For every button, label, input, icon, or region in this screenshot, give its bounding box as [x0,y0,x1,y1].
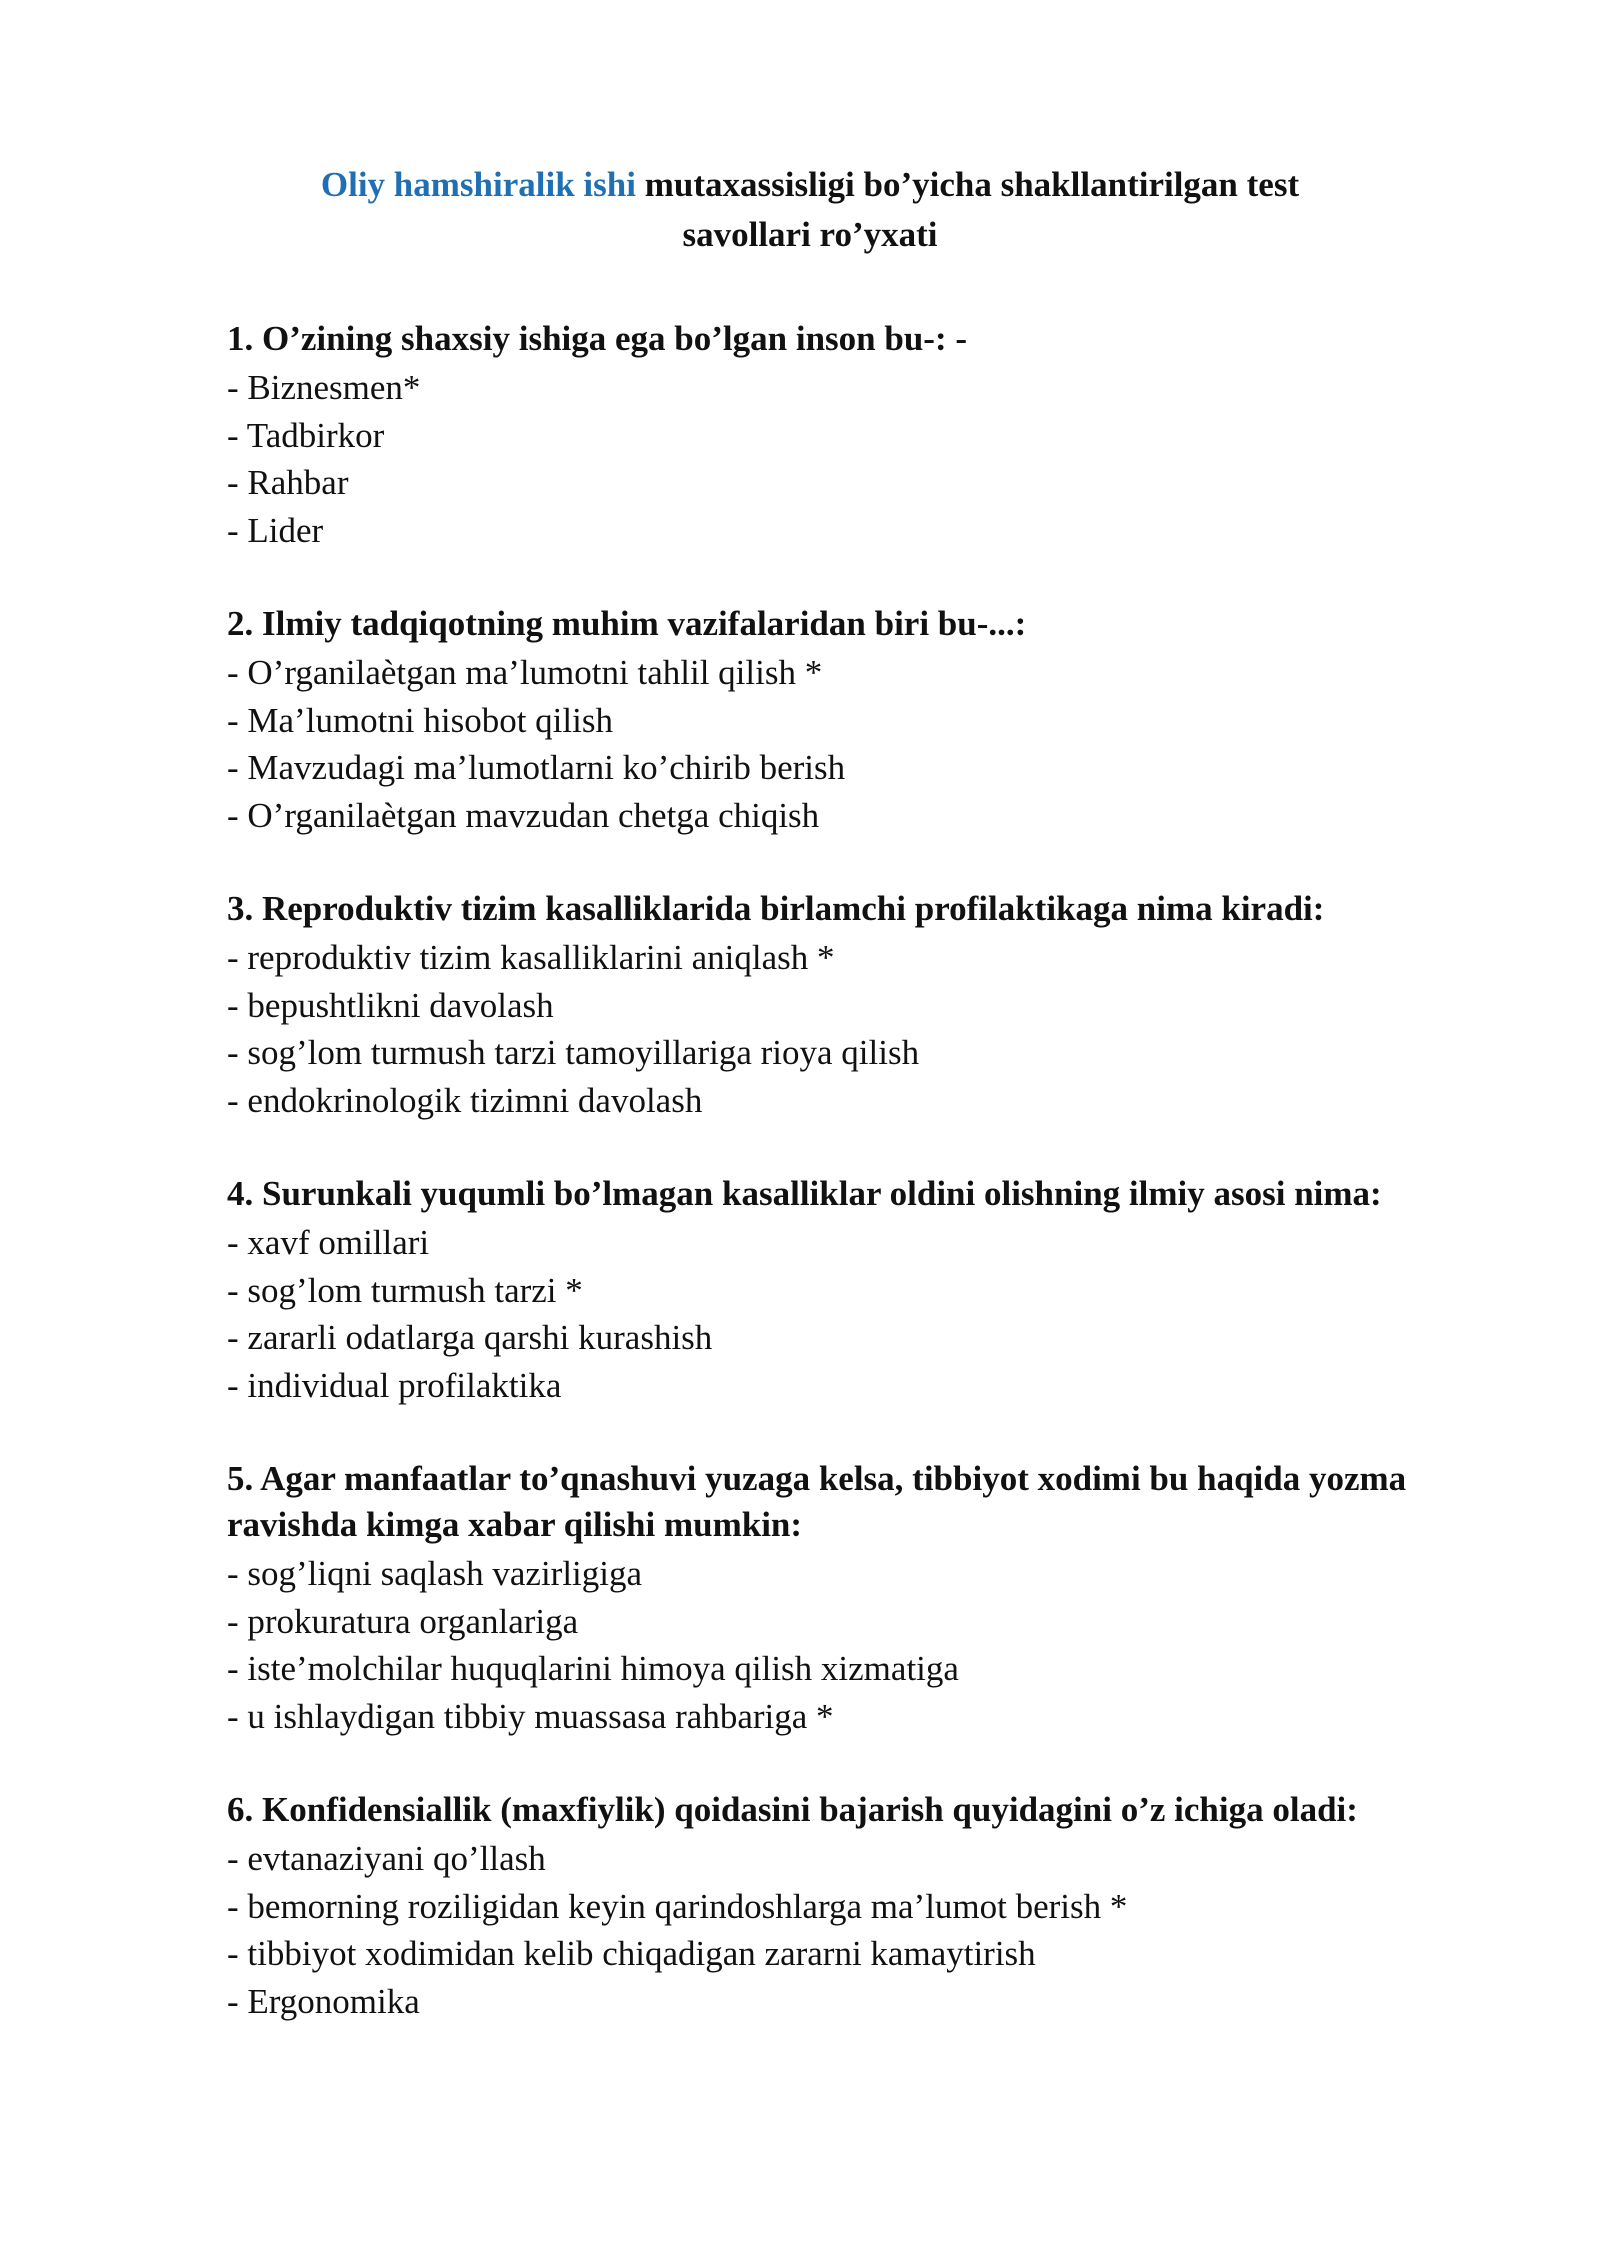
answer-options [227,1550,1527,1740]
answer-option: - O’rganilaètgan mavzudan chetga chiqish [227,795,820,835]
answer-option: - endokrinologik tizimni davolash [227,1080,703,1120]
answer-options [227,934,1527,1124]
answer-option: - individual profilaktika [227,1365,562,1405]
answer-option: - bemorning roziligidan keyin qarindoshlarga ma’lumot berish * [227,1886,1128,1926]
answer-option: - prokuratura organlariga [227,1601,579,1641]
answer-option: - reproduktiv tizim kasalliklarini aniqlash * [227,938,835,977]
answer-option: - Lider [227,510,324,550]
answer-options [227,1219,1527,1409]
answer-option: - zararli odatlarga qarshi kurashish [227,1318,713,1357]
question-text: 4. Surunkali yuqumli bo’lmagan kasalliklar oldini olishning ilmiy asosi nima: [227,1174,1382,1213]
answer-option: - O’rganilaètgan ma’lumotni tahlil qilish * [227,653,823,692]
answer-option: - Mavzudagi ma’lumotlarni ko’chirib berish [227,748,846,787]
question-2 [227,601,1527,839]
question-text: 6. Konfidensiallik (maxfiylik) qoidasini bajarish quyidagini o’z ichiga oladi: [227,1790,1358,1829]
question-text: 3. Reproduktiv tizim kasalliklarida birlamchi profilaktikaga nima kiradi: [227,889,1325,928]
title-line1-rest: mutaxassisligi bo’yicha shakllantirilgan test [635,165,1300,204]
answer-options [227,364,1527,554]
answer-options [227,649,1527,839]
answer-options [227,1835,1527,2025]
answer-option: - Rahbar [227,463,349,502]
answer-option: - sog’lom turmush tarzi * [227,1270,583,1310]
answer-option: - sog’lom turmush tarzi tamoyillariga rioya qilish [227,1033,920,1072]
document-title [230,160,1390,260]
answer-option: - tibbiyot xodimidan kelib chiqadigan zararni kamaytirish [227,1934,1036,1973]
question-list [227,316,1527,2072]
question-4 [227,1171,1527,1409]
answer-option: - xavf omillari [227,1223,430,1262]
answer-option: - sog’liqni saqlash vazirligiga [227,1554,643,1593]
answer-option: - Ergonomika [227,1981,420,2021]
question-3 [227,886,1527,1124]
question-5 [227,1456,1527,1740]
answer-option: - Ma’lumotni hisobot qilish [227,700,613,740]
question-6 [227,1787,1527,2025]
answer-option: - Biznesmen* [227,368,421,407]
answer-option: - u ishlaydigan tibbiy muassasa rahbariga * [227,1696,834,1736]
answer-option: - evtanaziyani qo’llash [227,1839,546,1878]
answer-option: - iste’molchilar huquqlarini himoya qilish xizmatiga [227,1649,959,1688]
answer-option: - Tadbirkor [227,415,385,455]
title-accent: Oliy hamshiralik ishi [320,165,636,204]
question-text: 2. Ilmiy tadqiqotning muhim vazifalaridan biri bu-...: [227,604,1027,643]
answer-option: - bepushtlikni davolash [227,985,554,1025]
question-text: 1. O’zining shaxsiy ishiga ega bo’lgan inson bu-: - [227,319,968,358]
question-1 [227,316,1527,554]
question-text: 5. Agar manfaatlar to’qnashuvi yuzaga kelsa, tibbiyot xodimi bu haqida yozma ravishda kimga xabar qilishi mumkin: [227,1459,1407,1544]
title-line2: savollari ro’yxati [682,215,938,254]
